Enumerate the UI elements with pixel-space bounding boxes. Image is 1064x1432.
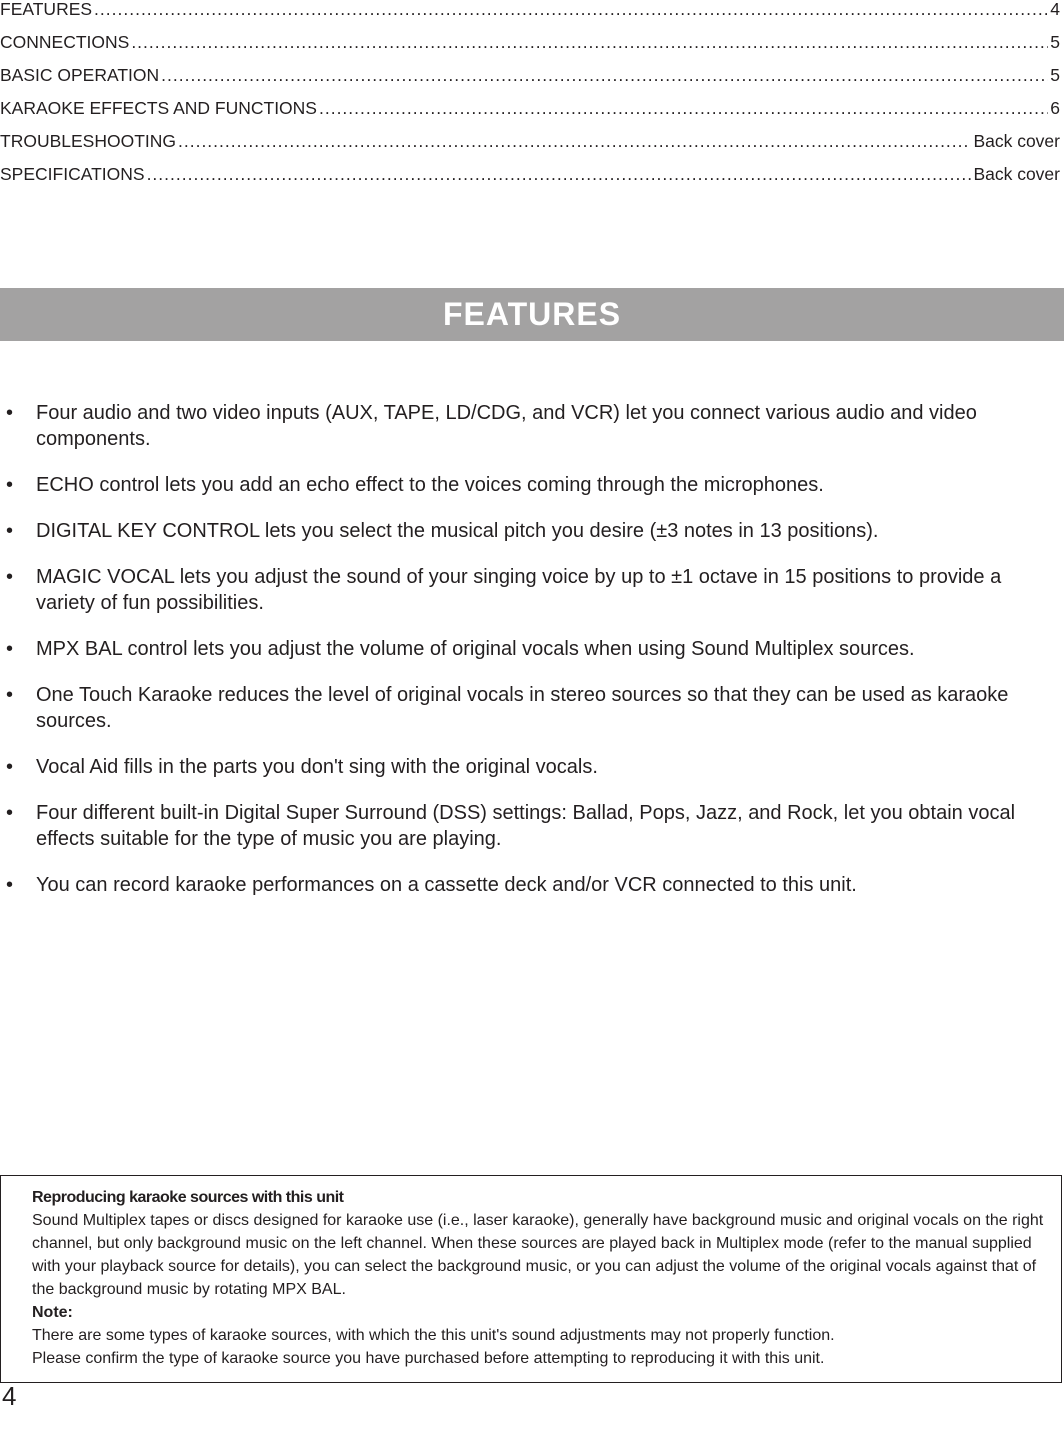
list-item: [0, 872, 1064, 898]
bullet-icon: •: [6, 802, 14, 824]
bullet-icon: •: [6, 566, 14, 588]
toc-dot-leader: [319, 97, 1048, 119]
bullet-icon: •: [6, 402, 14, 424]
feature-text: Vocal Aid fills in the parts you don't sing with the original vocals.: [36, 756, 598, 778]
list-item: [0, 682, 1064, 734]
toc-entry-specifications[interactable]: [0, 163, 1060, 196]
list-item: [0, 400, 1064, 452]
feature-text: One Touch Karaoke reduces the level of original vocals in stereo sources so that they can be used as karaoke sources.: [36, 684, 1009, 732]
list-item: [0, 564, 1064, 616]
note-line: There are some types of karaoke sources, with which the this unit's sound adjustments may not properly function.: [32, 1327, 835, 1344]
toc-entry-label: FEATURES: [0, 0, 93, 19]
bullet-icon: •: [6, 756, 14, 778]
bullet-icon: •: [6, 474, 14, 496]
list-item: [0, 518, 1064, 544]
section-title: FEATURES: [442, 296, 622, 332]
toc-entry-connections[interactable]: [0, 31, 1060, 64]
toc-entry-karaoke-effects[interactable]: [0, 97, 1060, 130]
bullet-icon: •: [6, 874, 14, 896]
list-item: [0, 636, 1064, 662]
toc-entry-page: Back cover: [973, 131, 1060, 151]
feature-text: DIGITAL KEY CONTROL lets you select the musical pitch you desire (±3 notes in 13 positions).: [36, 520, 879, 542]
toc-entry-page: 4: [1050, 0, 1060, 19]
bullet-icon: •: [6, 520, 14, 542]
note-line: Please confirm the type of karaoke source you have purchased before attempting to reproducing it with this unit.: [32, 1350, 825, 1367]
note-label: Note:: [32, 1304, 73, 1321]
feature-list: [0, 400, 1064, 918]
bullet-icon: •: [6, 684, 14, 706]
toc-entry-page: Back cover: [973, 164, 1060, 184]
list-item: [0, 472, 1064, 498]
note-box-heading: Reproducing karaoke sources with this unit: [32, 1189, 344, 1206]
toc-entry-label: SPECIFICATIONS: [0, 164, 145, 184]
toc-entry-troubleshooting[interactable]: [0, 130, 1060, 163]
karaoke-note-box: [0, 1175, 1062, 1383]
toc-entry-page: 5: [1050, 32, 1060, 52]
toc-entry-label: CONNECTIONS: [0, 32, 130, 52]
toc-dot-leader: [94, 0, 1048, 20]
toc-entry-basic-operation[interactable]: [0, 64, 1060, 97]
toc-entry-label: KARAOKE EFFECTS AND FUNCTIONS: [0, 98, 317, 118]
bullet-icon: •: [6, 638, 14, 660]
feature-text: MAGIC VOCAL lets you adjust the sound of your singing voice by up to ±1 octave in 15 positions to provide a variety of fun possibilities.: [36, 566, 1002, 614]
note-box-body: Sound Multiplex tapes or discs designed for karaoke use (i.e., laser karaoke), generally have background music and original vocals on the right channel, but only background music on the left channel. When these sources are played back in Multiplex mode (refer to the manual supplied with your playback source for details), you can select the background music, or you can adjust the volume of the original vocals against that of the background music by rotating MPX BAL.: [32, 1212, 1044, 1298]
feature-text: Four audio and two video inputs (AUX, TAPE, LD/CDG, and VCR) let you connect various audio and video components.: [36, 402, 977, 450]
table-of-contents: [0, 0, 1060, 196]
toc-dot-leader: [161, 64, 1048, 86]
feature-text: MPX BAL control lets you adjust the volume of original vocals when using Sound Multiplex sources.: [36, 638, 915, 660]
toc-entry-page: 5: [1050, 65, 1060, 85]
feature-text: You can record karaoke performances on a cassette deck and/or VCR connected to this unit.: [36, 874, 857, 896]
toc-entry-label: TROUBLESHOOTING: [0, 131, 176, 151]
list-item: [0, 754, 1064, 780]
toc-dot-leader: [131, 31, 1048, 53]
section-banner: [0, 288, 1064, 341]
toc-entry-features[interactable]: [0, 0, 1060, 31]
toc-entry-page: 6: [1050, 98, 1060, 118]
list-item: [0, 800, 1064, 852]
toc-dot-leader: [147, 163, 972, 185]
page-number: 4: [2, 1381, 17, 1411]
feature-text: Four different built-in Digital Super Surround (DSS) settings: Ballad, Pops, Jazz, and Rock, let you obtain vocal effects suitable for the type of music you are playing.: [36, 802, 1016, 850]
feature-text: ECHO control lets you add an echo effect to the voices coming through the microphones.: [36, 474, 824, 496]
toc-dot-leader: [178, 130, 971, 152]
toc-entry-label: BASIC OPERATION: [0, 65, 160, 85]
